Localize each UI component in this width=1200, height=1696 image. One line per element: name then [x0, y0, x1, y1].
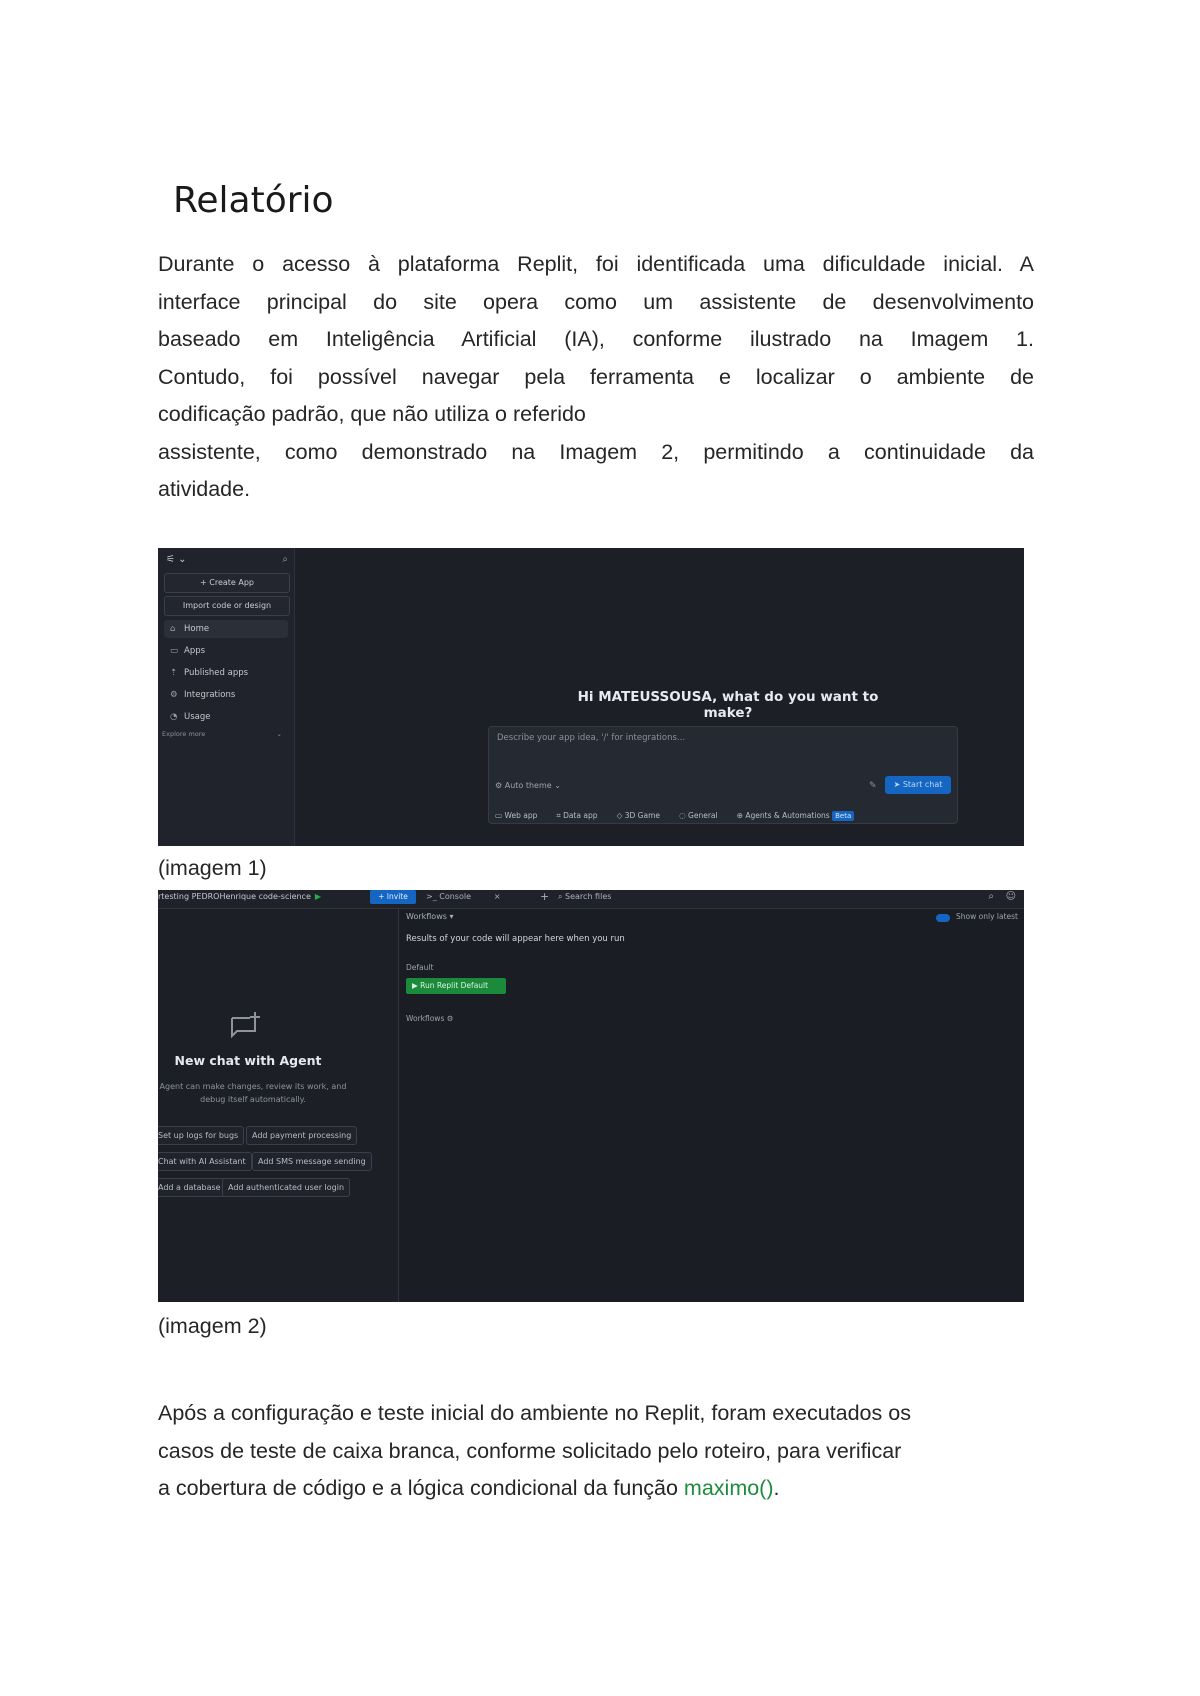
prompt-box[interactable]: [488, 726, 958, 824]
prompt-input[interactable]: Describe your app idea, '/' for integrations...: [497, 733, 686, 743]
suggestion-chip[interactable]: Chat with AI Assistant: [158, 1152, 252, 1171]
paragraph-line: assistente, como demonstrado na Imagem 2, permitindo a continuidade da: [158, 439, 1034, 464]
explore-more[interactable]: Explore more ⌄: [162, 730, 282, 738]
general-icon: ◌: [679, 811, 686, 820]
suggestion-chip[interactable]: Set up logs for bugs: [158, 1126, 244, 1145]
agent-chat-title: New chat with Agent: [174, 1053, 322, 1068]
data-app-icon: ⌗: [556, 811, 561, 820]
intro-paragraph: [158, 246, 1034, 509]
add-tab-icon[interactable]: +: [540, 890, 550, 903]
publish-icon: ⇡: [170, 668, 178, 678]
sidebar-item-usage[interactable]: ◔ Usage: [164, 708, 288, 726]
latest-toggle[interactable]: [936, 914, 950, 922]
screenshot-replit-home: [158, 548, 1024, 846]
chip-agents[interactable]: ⊕ Agents & Automations Beta: [737, 808, 855, 824]
caption-image-2: (imagem 2): [158, 1314, 267, 1338]
run-icon[interactable]: ▶: [314, 892, 322, 901]
game-icon: ◇: [616, 811, 623, 820]
suggestion-chip[interactable]: Add SMS message sending: [252, 1152, 372, 1171]
chevron-down-icon: ⌄: [276, 730, 282, 738]
sidebar-item-published[interactable]: ⇡ Published apps: [164, 664, 288, 682]
results-paragraph: [158, 1395, 1034, 1508]
sidebar: [158, 548, 295, 846]
paragraph-line: baseado em Inteligência Artificial (IA), conforme ilustrado na Imagem 1.: [158, 327, 1034, 351]
paragraph-line: Após a configuração e teste inicial do ambiente no Replit, foram executados os: [158, 1401, 911, 1425]
app-type-chips: [495, 803, 868, 819]
attach-icon[interactable]: ✎: [869, 781, 877, 791]
beta-badge: Beta: [832, 811, 854, 821]
sidebar-item-apps[interactable]: ▭ Apps: [164, 642, 288, 660]
tab-console[interactable]: >_ Console ×: [426, 892, 501, 901]
new-chat-icon: [228, 1010, 262, 1044]
toggle-label: Show only latest: [956, 912, 1018, 921]
integrations-icon: ⚙: [170, 690, 178, 700]
agent-panel: [158, 890, 399, 1302]
screenshot-replit-workspace: [158, 890, 1024, 1302]
sidebar-item-home[interactable]: ⌂ Home: [164, 620, 288, 638]
tab-search-files[interactable]: ⌕ Search files: [558, 892, 612, 901]
create-app-button[interactable]: + Create App: [164, 573, 290, 593]
chip-general[interactable]: ◌ General: [679, 811, 718, 820]
settings-icon[interactable]: ⚙: [446, 1014, 454, 1023]
replit-logo-icon[interactable]: ⚟ ⌄: [166, 554, 187, 565]
palette-icon: ⚙: [495, 781, 503, 790]
paragraph-line: interface principal do site opera como um assistente de desenvolvimento: [158, 289, 1034, 314]
chip-web-app[interactable]: ▭ Web app: [495, 811, 538, 820]
sidebar-item-integrations[interactable]: ⚙ Integrations: [164, 686, 288, 704]
paragraph-line: codificação padrão, que não utiliza o referido: [158, 402, 586, 426]
paragraph-line: atividade.: [158, 477, 251, 501]
folder-icon: ▭: [170, 646, 179, 656]
auto-theme-label: Auto theme: [504, 781, 552, 790]
document-title: Relatório: [173, 180, 334, 221]
run-workflow-button[interactable]: ▶ Run Replit Default: [406, 978, 506, 994]
paragraph-line: Contudo, foi possível navegar pela ferramenta e localizar o ambiente de: [158, 364, 1034, 389]
agents-icon: ⊕: [736, 811, 743, 820]
workflows-dropdown[interactable]: Workflows ▾: [406, 912, 454, 921]
default-label: Default: [406, 963, 434, 972]
web-app-icon: ▭: [495, 811, 503, 820]
invite-button[interactable]: + Invite: [370, 890, 416, 904]
import-code-button[interactable]: Import code or design: [164, 596, 290, 616]
workflows-label: Workflows ⚙: [406, 1014, 454, 1023]
caption-image-1: (imagem 1): [158, 856, 267, 880]
suggestion-chip[interactable]: Add authenticated user login: [222, 1178, 350, 1197]
start-chat-button[interactable]: ➤ Start chat: [885, 776, 951, 794]
suggestion-chip[interactable]: Add payment processing: [246, 1126, 357, 1145]
chip-3d-game[interactable]: ◇ 3D Game: [616, 811, 661, 820]
greeting-heading: Hi MATEUSSOUSA, what do you want to make?: [577, 689, 879, 721]
function-name: maximo(): [683, 1476, 774, 1500]
workspace-topbar: [158, 890, 1024, 909]
usage-icon: ◔: [170, 712, 178, 722]
chip-data-app[interactable]: ⌗ Data app: [556, 811, 598, 820]
results-message: Results of your code will appear here when you run: [406, 934, 625, 944]
user-icon[interactable]: ☺: [1005, 891, 1016, 902]
agent-chat-description: Agent can make changes, review its work, and debug itself automatically.: [159, 1082, 347, 1104]
paragraph-line: casos de teste de caixa branca, conforme solicitado pelo roteiro, para verificar: [158, 1438, 902, 1463]
project-name[interactable]: rtesting PEDROHenrique code-science ▶: [158, 892, 322, 901]
suggestion-chip[interactable]: Add a database: [158, 1178, 227, 1197]
paragraph-line: Durante o acesso à plataforma Replit, foi identificada uma dificuldade inicial. A: [158, 252, 1034, 276]
home-icon: ⌂: [170, 624, 176, 634]
search-icon[interactable]: ⌕: [282, 554, 288, 565]
search-icon[interactable]: ⌕: [988, 891, 994, 902]
auto-theme-toggle[interactable]: ⚙ Auto theme ⌄: [495, 781, 561, 790]
paragraph-line: a cobertura de código e a lógica condicional da função maximo().: [158, 1476, 780, 1500]
